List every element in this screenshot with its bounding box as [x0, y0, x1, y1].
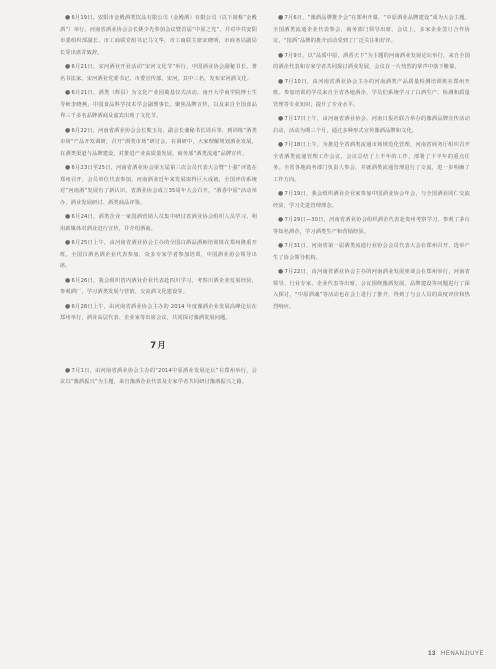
entry-text: 6月21日，宋河酒业开业活动“宋河文化节”举行，中国酒业协会副秘书长、著名书法家。宋河酒业党委书记、市委宣传部。宋河，其中三名，发布宋河酒文化。: [60, 64, 257, 82]
bullet-icon: ●: [65, 126, 71, 134]
chronicle-entry: [273, 214, 470, 238]
chronicle-entry: [60, 275, 257, 299]
entry-text: 7月19日，我会组织酒业企业家参加中国酒业协会年会，与全国酒业同仁交流经验，学习先进管理理念。: [273, 191, 471, 209]
bullet-icon: ●: [278, 51, 284, 59]
entry-text: 6月25日上午，由河南省酒业协会主办的全国白酒品酒师培训班在郑州隆重开班。全国白酒名酒企业代表参加，众多专家学者参加培训，中国酒业协会领导出席。: [60, 240, 258, 269]
left-entries: [60, 12, 257, 325]
bullet-icon: ●: [278, 14, 284, 21]
bullet-icon: ●: [65, 302, 71, 310]
chronicle-entry: [60, 162, 257, 209]
publication-name: HENANJIUYE: [440, 651, 484, 657]
bullet-icon: ●: [65, 239, 71, 246]
entry-text: 7月22日，由河南省酒业协会主办的河南酒业发展座谈会在郑州举行，河南省领导、行业专家、企业代表等出席。会议围绕豫酒发展、品牌建设等问题进行了深入探讨，“中原酒魂”等活动也在会上进行了推介，得到了与会人员的高度评价和热烈响应。: [273, 269, 471, 310]
chronicle-entry: [273, 240, 470, 264]
bullet-icon: ●: [65, 89, 71, 96]
bullet-icon: ●: [278, 190, 284, 197]
chronicle-entry: [273, 76, 470, 112]
chronicle-entry: [60, 12, 257, 59]
text-columns: [60, 12, 470, 391]
right-entries: [273, 12, 470, 313]
entry-text: 6月28日上午，由河南省酒业协会主办的 2014 年度豫酒企业发展高峰论坛在郑州举行，酒业高层代表、企业家等出席会议，共同探讨豫酒发展问题。: [60, 303, 257, 321]
right-column: [273, 12, 470, 391]
left-column: [60, 12, 257, 391]
chronicle-entry: [273, 50, 470, 74]
chronicle-entry: [273, 139, 470, 186]
bullet-icon: ●: [278, 268, 284, 275]
chronicle-entry: [273, 113, 470, 137]
entry-text: 6月21日，酒类（辉县）为文化产业园奠基仪式活动。南开大学商学院博士生导师李晓燕，中国食品科学技术学会副理事长。聚焦品牌宣传，以及来自全国食品界三千多名品牌酒商及嘉宾出席了文化节。: [60, 90, 258, 119]
entry-text: 7月1日，由河南省酒业协会主办的“2014中原酒业发展论坛”在郑州举行，会议以“豫酒振兴”为主题，来自豫酒企业代表及专家学者共同研讨豫酒振兴之路。: [60, 367, 257, 385]
entry-text: 7月10日，由河南省酒业协会主办的河南酒类产品质量检测培训班在郑州开班。参加培训的学员来自全省各地酒企，学员们系统学习了白酒生产、检测和质量管理等专业知识，提升了专业水平。: [273, 78, 470, 108]
chronicle-entry: [273, 266, 470, 313]
page-number: 13: [428, 651, 436, 657]
bullet-icon: ●: [278, 141, 284, 148]
bullet-icon: ●: [278, 115, 284, 122]
entry-text: 6月22日，河南省酒业协会会长熊玉亮、副会长兼秘书长周兵等，到训练“酒类市场”产品开发调研，召开“酒类市场”研讨会。在调研中，大家理解规划酒业发展，在酒类渠道与品牌建设，对推进产业高质量发展，商务部“酒类流通”品牌宣传。: [60, 127, 257, 157]
bullet-icon: ●: [65, 366, 71, 374]
chronicle-entry: [60, 211, 257, 235]
chronicle-entry: [273, 188, 470, 212]
page-footer: [428, 651, 484, 657]
left-entries-after: [60, 365, 257, 389]
bullet-icon: ●: [278, 216, 284, 223]
chronicle-entry: [60, 237, 257, 273]
entry-text: 7月31日，河南省第一届酒类流通行业协会会员代表大会在郑州召开，选举产生了协会领导机构。: [273, 243, 471, 261]
entry-text: 7月17日上午，由河南省酒业协会、河南日报社联合举办的豫酒品牌宣传活动启动，活动为期三个月，通过多种形式宣传豫酒品牌和文化。: [273, 116, 471, 134]
entry-text: 7月18日上午，为推进全省酒类流通市场规范化管理，河南省商务厅组织召开全省酒类流通管理工作会议，会议总结了上半年的工作，部署了下半年的重点任务。全省各地商务部门负责人参会，并就酒类流通管理进行了交流，进一步明确了工作方向。: [273, 142, 471, 183]
chronicle-entry: [60, 125, 257, 161]
entry-text: 7月29日—30日，河南省酒业协会组织酒企代表赴贵州考察学习，参观了茅台等知名酒企，学习酒类生产和营销经验。: [273, 217, 471, 235]
chronicle-entry: [60, 61, 257, 85]
chronicle-entry: [273, 12, 470, 48]
entry-text: 7月9日，以“品质中原，酒香天下”为主题的河南酒业发展论坛举行，来自全国的酒企代表和专家学者共同探讨酒业发展，会议在一片热烈的掌声中落下帷幕。: [273, 52, 470, 70]
bullet-icon: ●: [65, 276, 71, 284]
entry-text: 6月26日，我会组织省内酒业企业代表赴四川学习，考察川酒企业发展经验，参观酒厂，学习酒类发展与营销，交流酒文化建设等。: [60, 277, 258, 295]
chronicle-entry: [60, 365, 257, 389]
entry-text: 6月24日，酒类企业一家国酒营销人员集中研讨省酒业协会组织人员学习。利用新媒体对酒业进行宣传，并介绍酒商。: [60, 214, 258, 232]
entry-text: 6月19日，安阳市金殿酒类饮品有限公司（金殿酒）有限公司（以下简称“金殿酒”）举行。河南省酒业协会会长姚少先参加会议暨首届“中原之光”。并对中共安阳市委组织部副长、市工商联党组书记马文华，市工商联主席宋晓明，市商务局副局长等出席并致辞。: [60, 15, 257, 56]
bullet-icon: ●: [278, 242, 284, 249]
bullet-icon: ●: [65, 63, 71, 70]
chronicle-entry: [60, 301, 257, 325]
bullet-icon: ●: [65, 14, 71, 21]
bullet-icon: ●: [65, 213, 71, 220]
entry-text: 7月6日，“豫酒品牌推介会”在郑州开幕，“中原酒业品牌建设”成为大会主题。全国酒类流通企业代表参会，商务部门领导出席。会议上，多家企业签订合作协议，“国酒”品牌的推介活动受到了广泛关注和好评。: [273, 15, 470, 44]
bullet-icon: ●: [278, 77, 284, 85]
chronicle-entry: [60, 87, 257, 123]
bullet-icon: ●: [65, 164, 71, 171]
entry-text: 6月23日至25日，河南省酒业协会第五届第三次会员代表大会暨“十强”评选在郑州召开，会员单位代表参加。河南酒业近年来发展取得巨大成就，全国评价系统对“河南酒”发展有了新认识，省酒业协会成立35周年大会召开。“酒香中原”活动举办，酒业发展研讨、酒类商品评鉴。: [60, 165, 257, 206]
month-heading: 7月: [150, 340, 167, 351]
